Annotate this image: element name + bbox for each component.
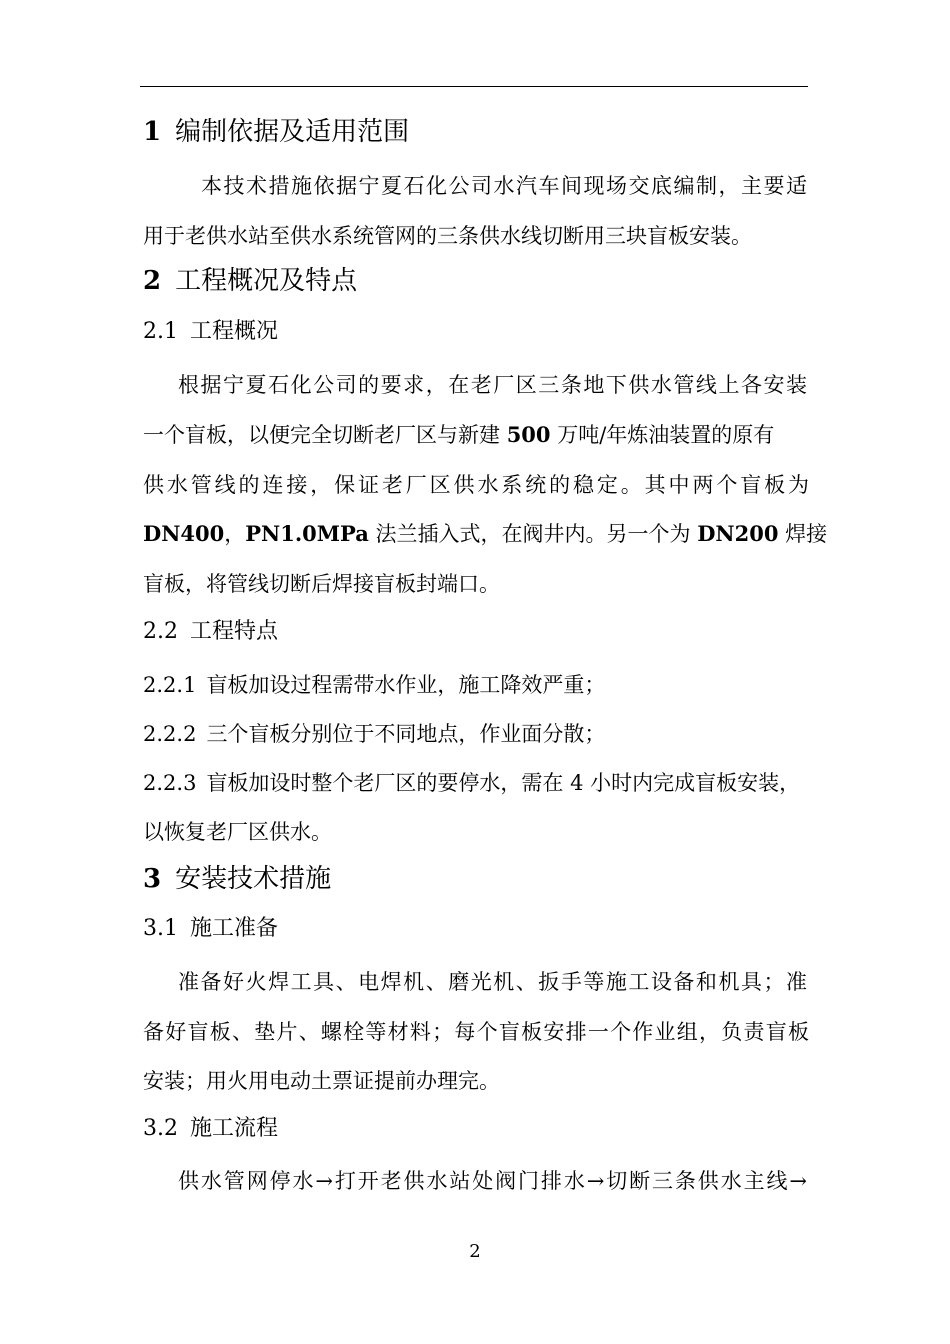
- section-number: 2.2: [143, 619, 178, 644]
- text-run-bold: DN400: [143, 521, 225, 546]
- section-title: 工程概况: [190, 319, 279, 344]
- text-run-bold: DN200: [697, 521, 779, 546]
- paragraph-line: 安装；用火用电动土票证提前办理完。: [143, 1069, 500, 1093]
- text-run: 万吨/年炼油装置的原有: [550, 423, 775, 447]
- section-number: 2.1: [143, 319, 178, 344]
- section-number: 2: [143, 266, 162, 296]
- feature-item: [143, 768, 809, 798]
- section-title: 工程概况及特点: [175, 266, 358, 296]
- section-number: 1: [143, 117, 162, 147]
- section-title: 施工流程: [190, 1116, 279, 1141]
- paragraph-line: 本技术措施依据宁夏石化公司水汽车间现场交底编制，主要适: [201, 174, 807, 198]
- paragraph-line: 供水管网停水→打开老供水站处阀门排水→切断三条供水主线→: [178, 1169, 807, 1193]
- paragraph-line: [143, 519, 828, 549]
- section-title: 工程特点: [190, 619, 279, 644]
- text-run: 焊接: [778, 522, 828, 546]
- feature-text: 盲板加设时整个老厂区的要停水，需在 4 小时内完成盲板安装，: [206, 771, 801, 795]
- section-number: 3.2: [143, 1116, 178, 1141]
- section-2-heading: [143, 263, 809, 299]
- feature-number: 2.2.2: [143, 722, 197, 746]
- section-number: 3: [143, 864, 162, 894]
- section-title: 施工准备: [190, 916, 279, 941]
- feature-number: 2.2.3: [143, 771, 197, 795]
- section-2-2-heading: [143, 617, 809, 647]
- paragraph-line: 根据宁夏石化公司的要求，在老厂区三条地下供水管线上各安装: [178, 373, 807, 397]
- paragraph-line: 准备好火焊工具、电焊机、磨光机、扳手等施工设备和机具；准: [178, 970, 807, 994]
- section-title: 安装技术措施: [175, 864, 332, 894]
- feature-text: 盲板加设过程需带水作业，施工降效严重；: [206, 673, 606, 697]
- text-run-bold: PN1.0MPa: [245, 521, 369, 546]
- section-3-heading: [143, 861, 809, 897]
- text-run-bold: 500: [506, 422, 551, 447]
- paragraph-line: 备好盲板、垫片、螺栓等材料；每个盲板安排一个作业组，负责盲板: [143, 1020, 809, 1044]
- section-3-2-heading: [143, 1114, 809, 1144]
- text-run: 一个盲板，以便完全切断老厂区与新建: [143, 423, 507, 447]
- paragraph-line: 盲板，将管线切断后焊接盲板封端口。: [143, 572, 500, 596]
- feature-text: 三个盲板分别位于不同地点，作业面分散；: [206, 722, 606, 746]
- section-number: 3.1: [143, 916, 178, 941]
- text-run: 法兰插入式，在阀井内。另一个为: [368, 522, 698, 546]
- feature-item: [143, 670, 809, 700]
- feature-item: [143, 719, 809, 749]
- section-title: 编制依据及适用范围: [175, 117, 410, 147]
- header-rule: [140, 86, 808, 87]
- section-3-1-heading: [143, 914, 809, 944]
- paragraph-line: [143, 420, 809, 450]
- text-run: ，: [224, 522, 246, 546]
- feature-number: 2.2.1: [143, 673, 197, 697]
- paragraph-line: 供水管线的连接，保证老厂区供水系统的稳定。其中两个盲板为: [143, 473, 809, 497]
- section-1-heading: [143, 114, 809, 150]
- page-number: 2: [469, 1241, 481, 1262]
- paragraph-line: 用于老供水站至供水系统管网的三条供水线切断用三块盲板安装。: [143, 224, 752, 248]
- feature-continuation: 以恢复老厂区供水。: [143, 820, 332, 844]
- section-2-1-heading: [143, 317, 809, 347]
